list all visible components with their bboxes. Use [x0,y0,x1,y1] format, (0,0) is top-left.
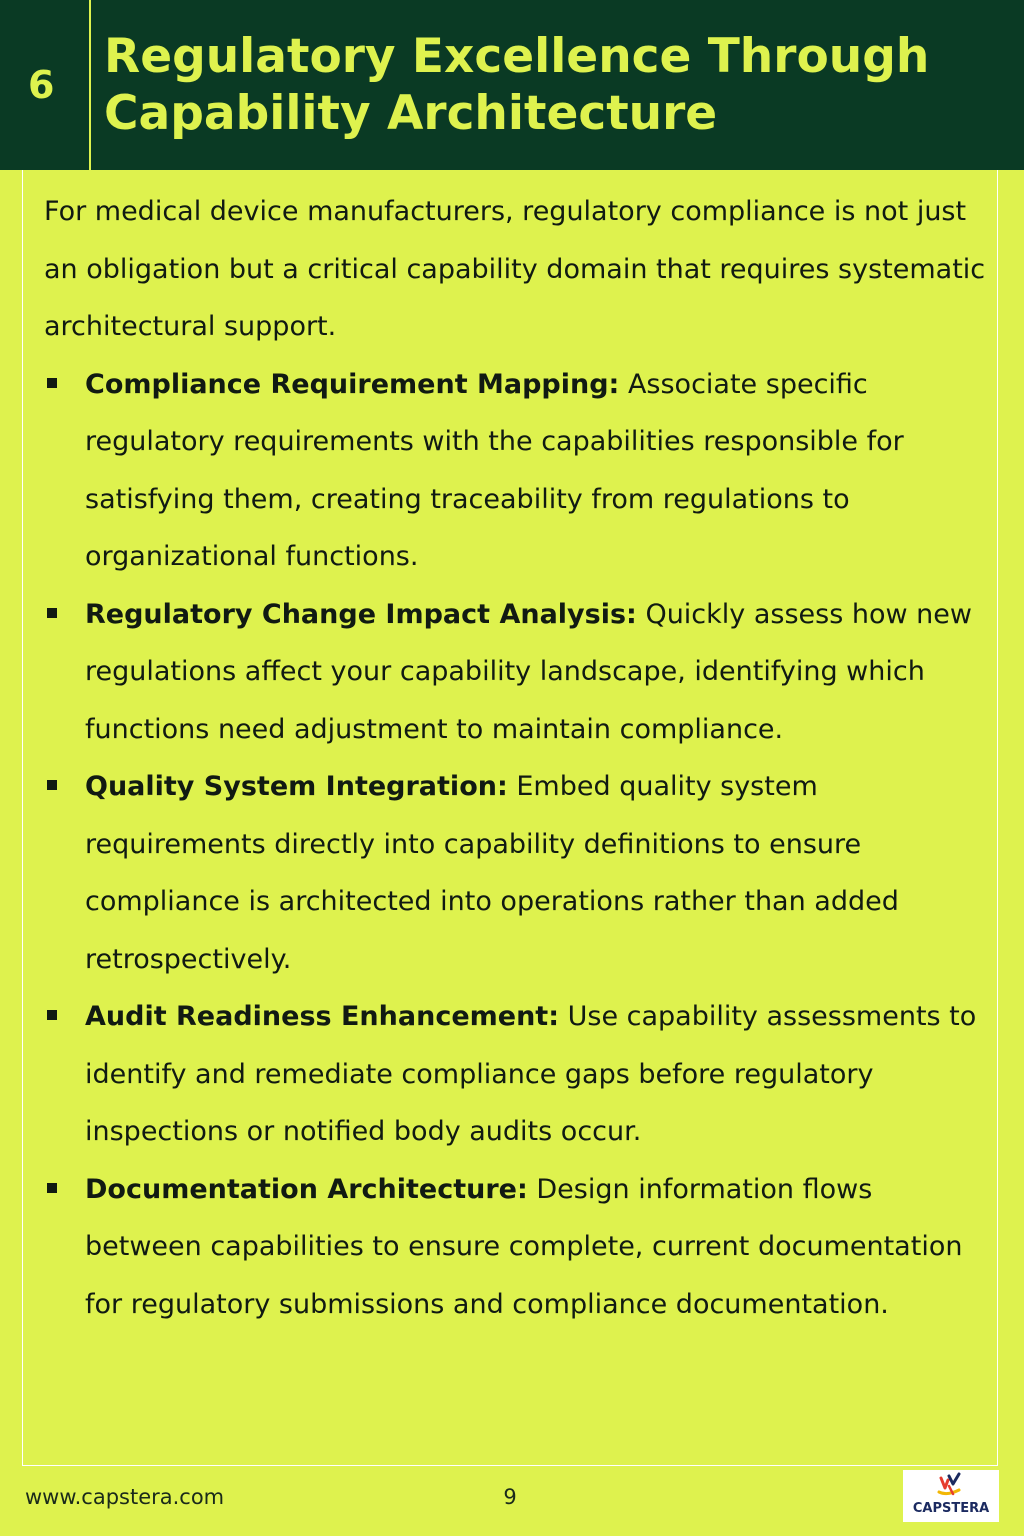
bullet-term: Audit Readiness Enhancement: [85,1001,560,1032]
bullet-text: Quickly assess how new regulations affect your capability landscape, identifying which functions need adjustment to maintain compliance. [85,598,972,745]
bullet-term: Documentation Architecture: [85,1173,528,1205]
bullet-item [44,586,994,759]
main-content [44,183,994,1333]
bullet-text: Design information flows between capabilities to ensure complete, current documentation for regulatory submissions and compliance documentation. [85,1173,963,1320]
capstera-logo-icon [903,1470,999,1502]
intro-paragraph: For medical device manufacturers, regulatory compliance is not just an obligation but a critical capability domain that requires systematic architectural support. [44,196,986,342]
bullet-list [44,356,994,1334]
page-number: 9 [503,1485,517,1509]
bullet-term: Quality System Integration: [85,771,508,802]
square-bullet-icon [47,608,57,618]
bullet-item [44,1161,994,1334]
page-title-line-1: Regulatory Excellence Through [104,29,930,84]
bullet-text: Associate specific regulatory requirements with the capabilities responsible for satisfying them, creating traceability from regulations to organizational functions. [85,368,904,572]
bullet-item [44,356,994,586]
bullet-text: Embed quality system requirements directly into capability definitions to ensure compliance is architected into operations rather than added retrospectively. [85,771,899,975]
square-bullet-icon [47,1010,57,1020]
header-divider [89,0,91,170]
page-header [0,0,1024,170]
logo-wordmark: CAPSTERA [912,1501,990,1516]
page-title [104,28,1004,142]
bullet-term: Compliance Requirement Mapping: [85,368,620,400]
bullet-term: Regulatory Change Impact Analysis: [85,598,637,630]
square-bullet-icon [47,378,57,388]
page-title-line-2: Capability Architecture [104,86,718,141]
bullet-text: Use capability assessments to identify and remediate compliance gaps before regulatory inspections or notified body audits occur. [85,1001,977,1147]
capstera-logo[interactable] [903,1470,999,1522]
bullet-item [44,988,994,1161]
bullet-item [44,758,994,988]
section-number: 6 [28,63,55,107]
square-bullet-icon [47,780,57,790]
footer-url-link[interactable]: www.capstera.com [25,1485,225,1509]
square-bullet-icon [47,1183,57,1193]
